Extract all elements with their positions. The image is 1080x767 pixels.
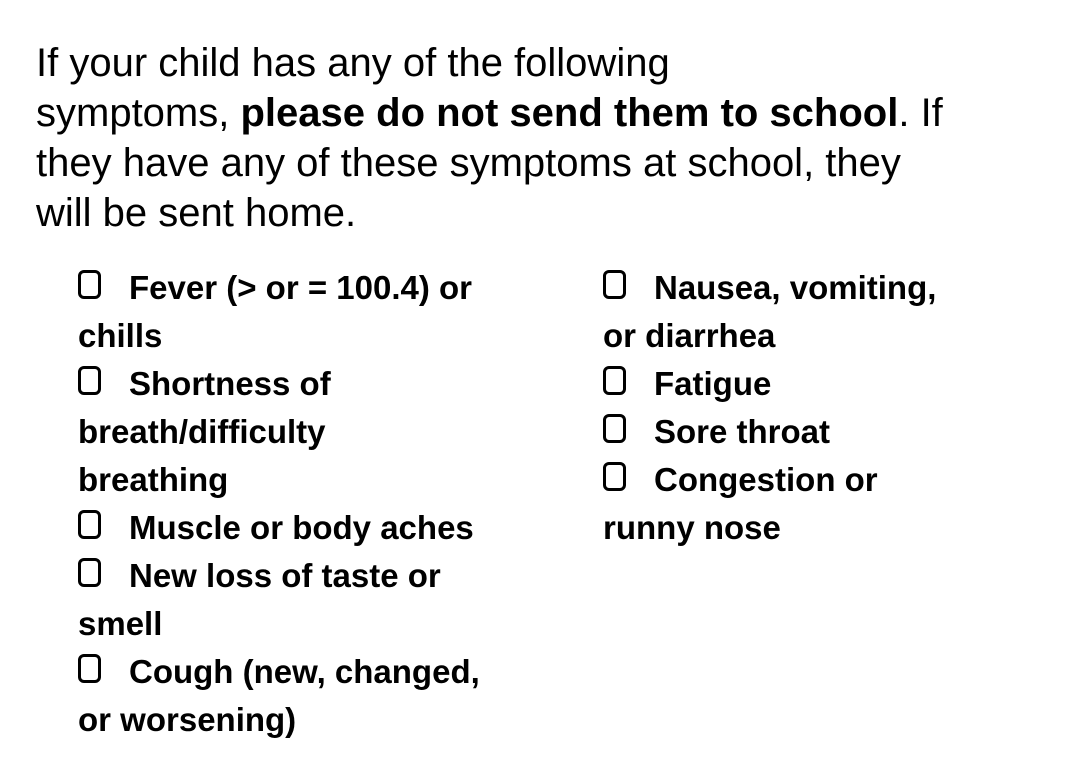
intro-line [36,38,1052,88]
symptom-item-congestion [603,456,1013,552]
symptom-item-shortness-of-breath [78,360,548,504]
symptom-text: or diarrhea [603,317,776,354]
symptom-item-loss-of-taste [78,552,548,648]
symptom-text: runny nose [603,509,781,546]
symptom-text: Cough (new, changed, [129,653,480,690]
symptom-text: or worsening) [78,701,297,738]
checkbox-icon[interactable] [603,366,626,395]
symptom-item-nausea [603,264,1013,360]
intro-text: . If [898,91,943,135]
checkbox-icon[interactable] [78,366,101,395]
symptom-text: smell [78,605,163,642]
checkbox-icon[interactable] [78,270,101,299]
symptom-text: chills [78,317,163,354]
intro-line [36,138,1052,188]
checklist-right-column [603,264,1013,744]
symptom-text: Sore throat [654,413,831,450]
checkbox-icon[interactable] [603,270,626,299]
intro-text: will be sent home. [36,191,357,235]
checkbox-icon[interactable] [603,414,626,443]
intro-text: symptoms, [36,91,241,135]
checkbox-icon[interactable] [78,510,101,539]
symptom-item-fatigue [603,360,1013,408]
symptom-text: Congestion or [654,461,878,498]
intro-text: If your child has any of the following [36,41,670,85]
intro-bold-text: please do not send them to school [240,91,899,135]
checkbox-icon[interactable] [603,462,626,491]
symptom-item-cough [78,648,548,744]
checklist-left-column [78,264,548,744]
symptom-text: Muscle or body aches [129,509,474,546]
symptom-text: Fever (> or = 100.4) or [129,269,473,306]
symptom-checklist [78,264,1052,744]
symptom-text: New loss of taste or [129,557,441,594]
symptom-item-sore-throat [603,408,1013,456]
intro-line [36,88,1052,138]
symptom-item-muscle-aches [78,504,548,552]
checkbox-icon[interactable] [78,654,101,683]
symptom-text: Fatigue [654,365,772,402]
symptom-text: breathing [78,461,229,498]
checkbox-icon[interactable] [78,558,101,587]
intro-paragraph [36,38,1052,238]
symptom-item-fever [78,264,548,360]
symptom-text: Shortness of [129,365,331,402]
symptom-text: breath/difficulty [78,413,326,450]
symptom-text: Nausea, vomiting, [654,269,937,306]
intro-text: they have any of these symptoms at school, they [36,141,901,185]
intro-line [36,188,1052,238]
